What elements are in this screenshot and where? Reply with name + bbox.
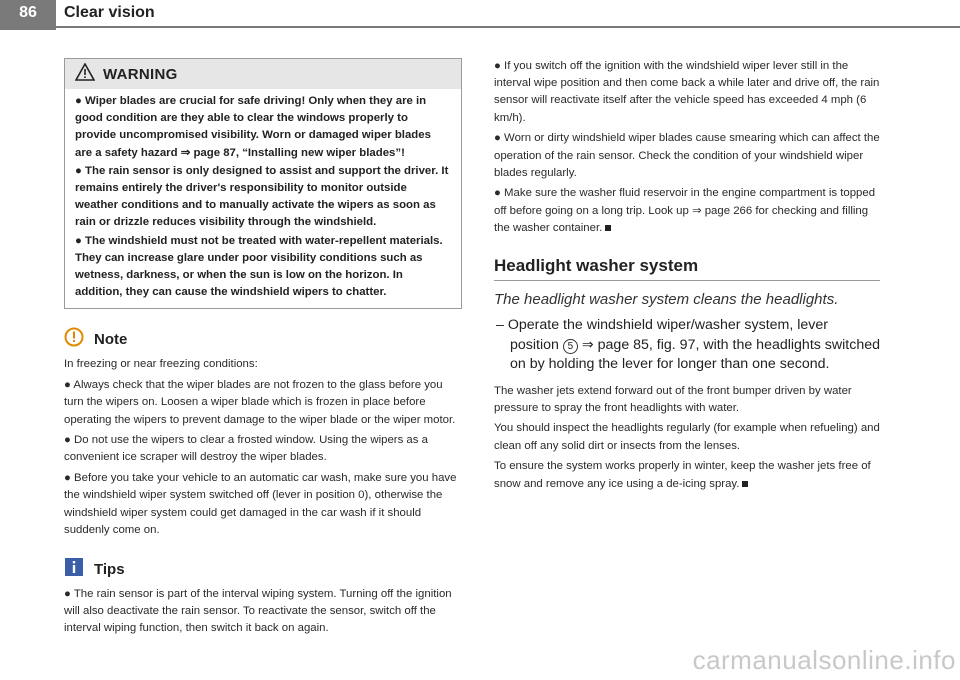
rain-sensor-notes	[494, 58, 880, 237]
note-item: ● Always check that the wiper blades are not frozen to the glass before you turn the wipers on. Loosen a wiper blade which is frozen in place before operating the wipers to prevent damage to the wiper blade or the wiper motor.	[64, 379, 456, 426]
note-item: ● Worn or dirty windshield wiper blades cause smearing which can affect the operation of the rain sensor. Check the condition of your windshield wiper blades regularly.	[494, 132, 880, 179]
paragraph: You should inspect the headlights regularly (for example when refueling) and clean off any solid dirt or insects from the lenses.	[494, 422, 880, 452]
warning-header	[65, 59, 461, 89]
note-item: ● Do not use the wipers to clear a frosted window. Using the wipers as a convenient ice scraper will destroy the wiper blades.	[64, 434, 428, 464]
note-body	[64, 356, 462, 539]
section-end-mark	[742, 481, 748, 487]
tips-header	[64, 557, 462, 582]
warning-title: WARNING	[103, 65, 178, 83]
paragraph: To ensure the system works properly in winter, keep the washer jets free of snow and remove any ice using a de-icing spray.	[494, 460, 871, 490]
info-icon	[64, 557, 84, 582]
headlight-body	[494, 383, 880, 493]
warning-item: ● Wiper blades are crucial for safe driving! Only when they are in good condition are they able to clear the windows properly to provide uncompromised visibility. Worn or damaged wiper blades are a safety hazard ⇒ page 87, “Installing new wiper blades”!	[75, 95, 431, 159]
page-number: 86	[19, 4, 37, 21]
right-column	[494, 58, 880, 496]
warning-triangle-icon	[75, 63, 95, 86]
note-icon	[64, 327, 84, 352]
warning-item: ● The windshield must not be treated with water-repellent materials. They can increase glare under poor visibility conditions such as wetness, darkness, or when the sun is low on the horizon. In addition, they can cause the windshield wipers to chatter.	[75, 234, 443, 299]
instruction-step: – Operate the windshield wiper/washer system, lever position 5 ⇒ page 85, fig. 97, with the headlights switched on by holding the lever for longer than one second.	[496, 317, 880, 373]
header-rule	[0, 26, 960, 28]
section-heading: Headlight washer system	[494, 256, 880, 281]
tips-title: Tips	[94, 560, 125, 578]
note-item: ● Before you take your vehicle to an automatic car wash, make sure you have the windshield wiper system switched off (lever in position 0), otherwise the windshield wiper system could get damaged in the car wash if it should suddenly come on.	[64, 472, 457, 536]
paragraph: The washer jets extend forward out of the front bumper driven by water pressure to spray the front headlights with water.	[494, 384, 852, 414]
note-item: ● If you switch off the ignition with the windshield wiper lever still in the interval wipe position and then come back a while later and drive off, the rain sensor will reactivate itself after the vehicle speed has exceeded 4 mph (6 km/h).	[494, 60, 880, 124]
warning-body	[65, 89, 461, 308]
note-header	[64, 327, 462, 352]
note-title: Note	[94, 331, 128, 349]
note-intro: In freezing or near freezing conditions:	[64, 358, 258, 371]
left-column	[64, 58, 462, 641]
warning-box	[64, 58, 462, 309]
page-title: Clear vision	[64, 4, 155, 21]
tips-item: ● The rain sensor is part of the interval wiping system. Turning off the ignition will also deactivate the rain sensor. To reactivate the sensor, switch off the interval wiping function, then switch it back on again.	[64, 587, 452, 635]
tips-body	[64, 586, 462, 638]
watermark: carmanualsonline.info	[692, 645, 956, 675]
lever-position-badge: 5	[563, 339, 578, 354]
section-intro: The headlight washer system cleans the headlights.	[494, 291, 839, 309]
note-item: ● Make sure the washer fluid reservoir in the engine compartment is topped off before going on a long trip. Look up ⇒ page 266 for checking and filling the washer container.	[494, 187, 876, 234]
section-end-mark	[605, 225, 611, 231]
warning-item: ● The rain sensor is only designed to assist and support the driver. It remains entirely the driver's responsibility to monitor outside weather conditions and to manually activate the wipers as soon as rain or drizzle reduces visibility through the windshield.	[75, 164, 449, 229]
